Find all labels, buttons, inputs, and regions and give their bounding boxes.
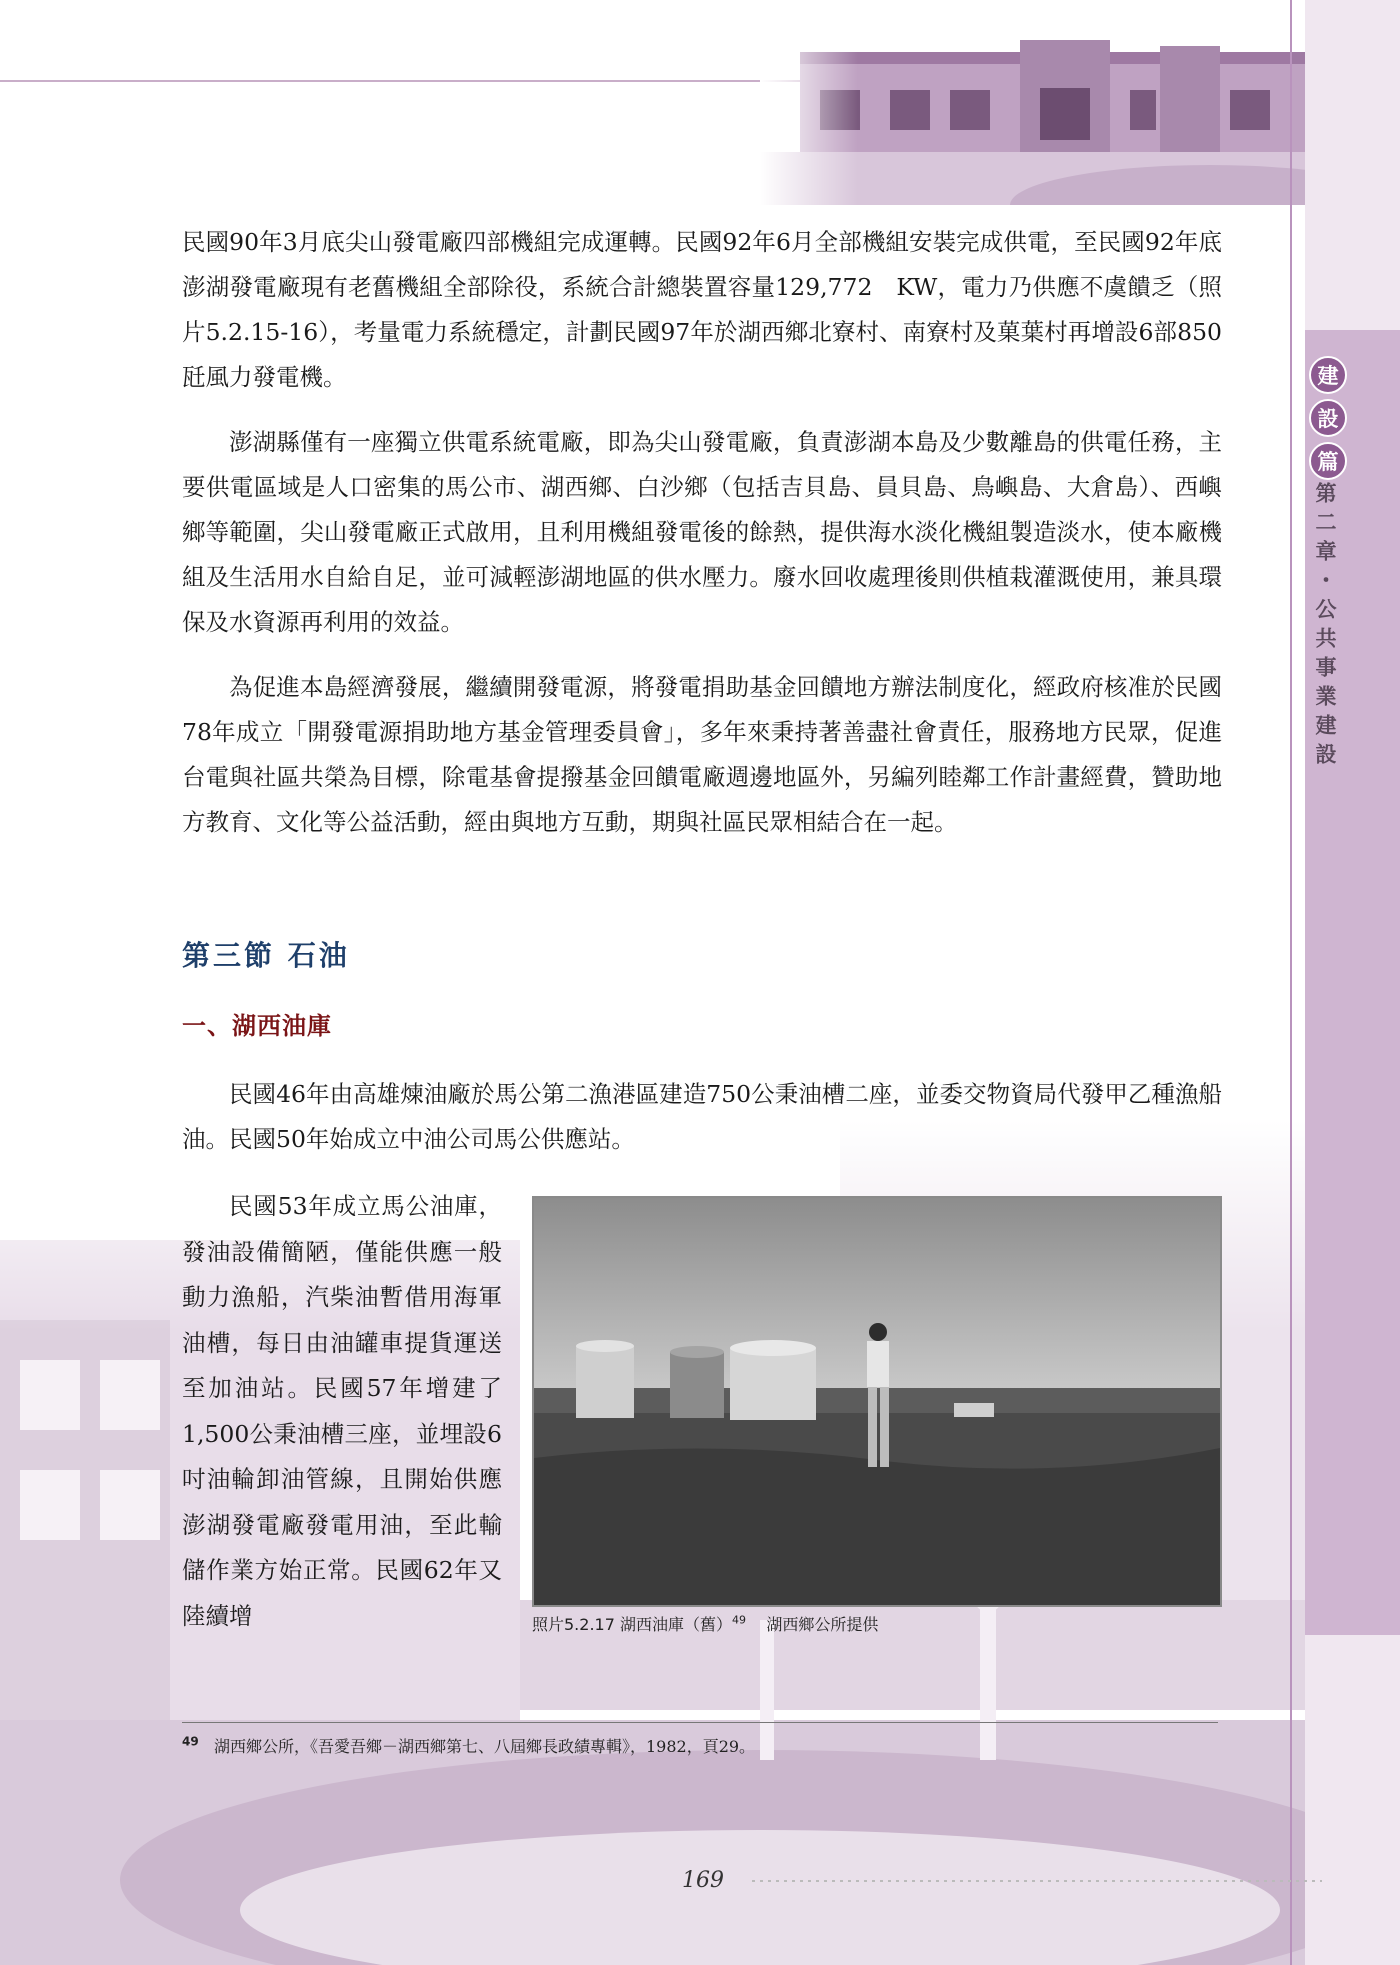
side-badge: 篇: [1309, 442, 1347, 480]
subsection-title: 一、湖西油庫: [182, 1012, 332, 1040]
paragraph: 民國46年由高雄煉油廠於馬公第二漁港區建造750公秉油槽二座，並委交物資局代發甲乙種漁船油。民國50年始成立中油公司馬公供應站。: [182, 1080, 1222, 1153]
side-badge: 設: [1309, 399, 1347, 437]
footnote-text: 湖西鄉公所，《吾愛吾鄉－湖西鄉第七、八屆鄉長政績專輯》，1982，頁29。: [213, 1737, 756, 1756]
side-badge: 建: [1309, 356, 1347, 394]
footnote: [182, 1734, 755, 1757]
header-building-image: [760, 40, 1305, 205]
side-divider-line: [1290, 0, 1292, 1965]
paragraph: 澎湖縣僅有一座獨立供電系統電廠，即為尖山發電廠，負責澎湖本島及少數離島的供電任務，主要供電區域是人口密集的馬公市、湖西鄉、白沙鄉（包括吉貝島、員貝島、鳥嶼島、大倉島）、西嶼鄉等範圍，尖山發電廠正式啟用，且利用機組發電後的餘熱，提供海水淡化機組製造淡水，使本廠機組及生活用水自給自足，並可減輕澎湖地區的供水壓力。廢水回收處理後則供植栽灌溉使用，兼具環保及水資源再利用的效益。: [182, 428, 1222, 636]
oil-depot-photo: [532, 1196, 1222, 1607]
header-rule: [0, 80, 800, 82]
page-number-dots: [752, 1880, 1322, 1882]
paragraph: 為促進本島經濟發展，繼續開發電源，將發電捐助基金回饋地方辦法制度化，經政府核准於民國78年成立「開發電源捐助地方基金管理委員會」，多年來秉持著善盡社會責任，服務地方民眾，促進台電與社區共榮為目標，除電基會提撥基金回饋電廠週邊地區外，另編列睦鄰工作計畫經費，贊助地方教育、文化等公益活動，經由與地方互動，期與社區民眾相結合在一起。: [182, 673, 1222, 836]
photo-caption-label: 照片5.2.17 湖西油庫（舊）: [532, 1615, 732, 1634]
side-chapter-label: 第二章・公共事業建設: [1313, 482, 1337, 772]
side-tab-badges: [1309, 356, 1347, 485]
main-content: [182, 220, 1222, 865]
paragraph: 民國90年3月底尖山發電廠四部機組完成運轉。民國92年6月全部機組安裝完成供電，至民國92年底澎湖發電廠現有老舊機組全部除役，系統合計總裝置容量129,772 KW，電力乃供應不虞饋乏（照片5.2.15-16），考量電力系統穩定，計劃民國97年於湖西鄉北寮村、南寮村及菓葉村再增設6部850瓩風力發電機。: [182, 228, 1222, 391]
photo-credit: 湖西鄉公所提供: [766, 1615, 879, 1634]
photo-caption: [532, 1612, 878, 1635]
footnote-reference[interactable]: 49: [731, 1613, 746, 1627]
paragraph: 民國53年成立馬公油庫，發油設備簡陋，僅能供應一般動力漁船，汽柴油暫借用海軍油槽，每日由油罐車提貨運送至加油站。民國57年增建了1,500公秉油槽三座，並埋設6吋油輪卸油管線，且開始供應澎湖發電廠發電用油，至此輸儲作業方始正常。民國62年又陸續增: [182, 1192, 502, 1630]
section-title: 第三節 石油: [182, 939, 350, 972]
footnote-number: 49: [182, 1734, 199, 1749]
page-number: 169: [682, 1868, 724, 1893]
footnote-divider: [182, 1722, 1218, 1723]
